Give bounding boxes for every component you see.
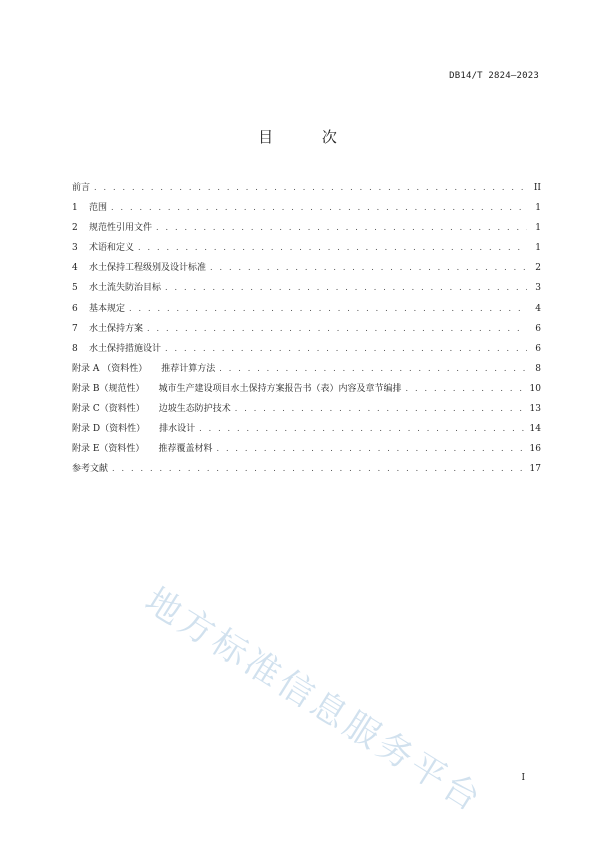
toc-entry[interactable] (72, 339, 541, 359)
toc-entry-title: 参考文献 (72, 464, 109, 475)
toc-entry-page: 1 (535, 243, 541, 254)
dot-leader (147, 319, 527, 339)
toc-entry-title: 水土保持工程级别及设计标准 (89, 263, 207, 274)
toc-entry-page: 3 (535, 283, 541, 294)
toc-entry[interactable] (72, 379, 541, 399)
appendix-tag: 附录 A （资料性） (72, 363, 148, 374)
toc-entry-title: 边坡生态防护技术 (158, 404, 231, 415)
toc-entry-page: 10 (529, 383, 541, 394)
dot-leader (216, 439, 525, 459)
toc-entry-label (72, 399, 231, 419)
dot-leader (94, 178, 527, 198)
toc-entry-title: 水土保持方案 (89, 323, 144, 334)
toc-entry-label (72, 278, 161, 298)
page-title: 目 次 (258, 128, 359, 146)
watermark: 地方标准信息服务平台 (137, 580, 490, 822)
toc-entry-page: 4 (535, 303, 541, 314)
toc-entry-page: 1 (535, 203, 541, 214)
appendix-tag: 附录 C（资料性） (72, 404, 145, 415)
appendix-tag: 附录 D（资料性） (72, 424, 146, 435)
toc-entry-number: 1 (72, 203, 78, 214)
dot-leader (219, 359, 527, 379)
dot-leader (406, 379, 526, 399)
toc-entry-label (72, 198, 107, 218)
toc-entry[interactable] (72, 238, 541, 258)
toc-entry[interactable] (72, 198, 541, 218)
toc-entry[interactable] (72, 459, 541, 479)
toc-entry-label (72, 379, 402, 399)
toc-entry[interactable] (72, 299, 541, 319)
toc-entry-title: 规范性引用文件 (89, 223, 153, 234)
toc-entry-number: 8 (72, 343, 78, 354)
toc-entry-title: 推荐计算方法 (161, 363, 216, 374)
dot-leader (138, 238, 527, 258)
toc-entry[interactable] (72, 399, 541, 419)
toc-entry[interactable] (72, 178, 541, 198)
toc-entry-label (72, 359, 215, 379)
appendix-tag: 附录 E（资料性） (72, 444, 145, 455)
toc-entry-page: 6 (535, 323, 541, 334)
toc-entry-label (72, 218, 152, 238)
toc-entry-title: 推荐覆盖材料 (158, 444, 213, 455)
toc-entry-label (72, 258, 206, 278)
toc-entry-page: II (533, 183, 541, 193)
page-number: I (521, 773, 525, 783)
document-id: DB14/T 2824—2023 (449, 71, 539, 81)
toc-entry[interactable] (72, 439, 541, 459)
toc-entry-page: 2 (535, 263, 541, 274)
toc-entry-title: 排水设计 (159, 424, 196, 435)
toc-entry[interactable] (72, 359, 541, 379)
toc-entry-title: 前言 (72, 183, 91, 193)
toc-entry-number: 6 (72, 303, 78, 314)
toc-entry-page: 14 (529, 424, 541, 435)
toc-entry[interactable] (72, 419, 541, 439)
toc-entry-page: 8 (535, 363, 541, 374)
dot-leader (111, 198, 527, 218)
toc-entry-title: 水土流失防治目标 (89, 283, 162, 294)
toc-entry-title: 术语和定义 (89, 243, 135, 254)
toc-entry-label (72, 238, 134, 258)
toc-entry-number: 7 (72, 323, 78, 334)
dot-leader (235, 399, 526, 419)
toc-entry-label (72, 419, 195, 439)
toc-entry-label (72, 339, 161, 359)
toc-entry-title: 水土保持措施设计 (89, 343, 162, 354)
toc-entry-label (72, 439, 212, 459)
table-of-contents (72, 178, 541, 479)
toc-entry-label (72, 299, 125, 319)
toc-entry-number: 5 (72, 283, 78, 294)
dot-leader (156, 218, 527, 238)
toc-entry[interactable] (72, 218, 541, 238)
toc-entry-title: 范围 (89, 203, 108, 214)
dot-leader (165, 339, 527, 359)
appendix-tag: 附录 B（规范性） (72, 383, 145, 394)
toc-entry-label (72, 178, 90, 198)
toc-entry-page: 17 (529, 464, 541, 475)
toc-entry-title: 城市生产建设项目水土保持方案报告书（表）内容及章节编排 (158, 383, 402, 394)
dot-leader (129, 299, 527, 319)
toc-entry-number: 3 (72, 243, 78, 254)
toc-entry-number: 2 (72, 223, 78, 234)
toc-entry-page: 13 (529, 404, 541, 415)
dot-leader (210, 258, 527, 278)
toc-entry[interactable] (72, 278, 541, 298)
toc-entry-title: 基本规定 (89, 303, 126, 314)
dot-leader (199, 419, 525, 439)
toc-entry[interactable] (72, 258, 541, 278)
dot-leader (165, 278, 527, 298)
dot-leader (112, 459, 526, 479)
toc-entry-label (72, 459, 108, 479)
toc-entry-number: 4 (72, 263, 78, 274)
toc-entry-page: 16 (529, 444, 541, 455)
toc-entry-label (72, 319, 143, 339)
toc-entry[interactable] (72, 319, 541, 339)
toc-entry-page: 1 (535, 223, 541, 234)
toc-entry-page: 6 (535, 343, 541, 354)
